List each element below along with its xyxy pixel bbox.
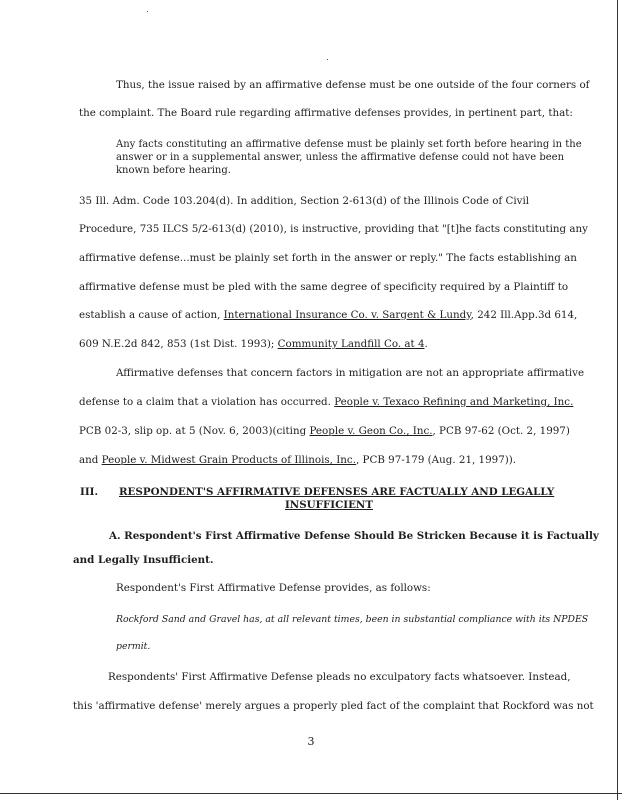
scan-speck (327, 59, 328, 60)
paragraph-line: this 'affirmative defense' merely argues a properly pled fact of the complaint that Rockford was not (73, 700, 594, 712)
paragraph-line: Thus, the issue raised by an affirmative defense must be one outside of the four corners of (116, 79, 590, 91)
section-heading: RESPONDENT'S AFFIRMATIVE DEFENSES ARE FACTUALLY AND LEGALLY (119, 486, 555, 498)
scan-border-right (617, 0, 618, 800)
case-citation: People v. Geon Co., Inc. (309, 425, 433, 437)
subsection-heading: A. Respondent's First Affirmative Defense Should Be Stricken Because it is Factually (109, 530, 599, 542)
block-quote-line: answer or in a supplemental answer, unless the affirmative defense could not have been (116, 152, 565, 163)
paragraph-line: establish a cause of action, International Insurance Co. v. Sargent & Lundy, 242 Ill.App.3d 614, (79, 309, 578, 321)
case-citation: People v. Texaco Refining and Marketing, Inc. (334, 396, 574, 408)
paragraph-line: PCB 02-3, slip op. at 5 (Nov. 6, 2003)(citing People v. Geon Co., Inc., PCB 97-62 (Oct. 2, 1997) (79, 425, 570, 437)
page-number: 3 (307, 735, 315, 748)
paragraph-line: defense to a claim that a violation has occurred. People v. Texaco Refining and Marketing, Inc. (79, 396, 574, 408)
block-quote-line: Rockford Sand and Gravel has, at all relevant times, been in substantial compliance with its NPDES (116, 614, 589, 625)
paragraph-line: affirmative defense must be pled with the same degree of specificity required by a Plaintiff to (79, 281, 569, 293)
section-number: III. (80, 486, 99, 498)
paragraph-line: and People v. Midwest Grain Products of Illinois, Inc., PCB 97-179 (Aug. 21, 1997)). (79, 454, 517, 466)
case-citation: International Insurance Co. v. Sargent & Lundy (223, 309, 471, 321)
block-quote-line: permit. (116, 641, 151, 652)
paragraph-line: 35 Ill. Adm. Code 103.204(d). In addition, Section 2-613(d) of the Illinois Code of Civil (79, 195, 530, 207)
paragraph-line: 609 N.E.2d 842, 853 (1st Dist. 1993); Community Landfill Co. at 4. (79, 338, 428, 350)
paragraph-line: Affirmative defenses that concern factors in mitigation are not an appropriate affirmative (116, 367, 585, 379)
paragraph-line: Procedure, 735 ILCS 5/2-613(d) (2010), is instructive, providing that "[t]he facts constituting any (79, 223, 588, 235)
paragraph-line: Respondent's First Affirmative Defense provides, as follows: (116, 582, 431, 594)
subsection-heading: and Legally Insufficient. (73, 554, 214, 566)
block-quote-line: known before hearing. (116, 165, 231, 176)
scan-border-bottom (0, 793, 622, 794)
section-heading: INSUFFICIENT (284, 499, 374, 511)
case-citation: People v. Midwest Grain Products of Illinois, Inc. (101, 454, 356, 466)
paragraph-line: the complaint. The Board rule regarding affirmative defenses provides, in pertinent part, that: (79, 107, 573, 119)
paragraph-line: Respondents' First Affirmative Defense pleads no exculpatory facts whatsoever. Instead, (108, 671, 571, 683)
paragraph-line: affirmative defense...must be plainly set forth in the answer or reply." The facts establishing an (79, 252, 577, 264)
block-quote-line: Any facts constituting an affirmative defense must be plainly set forth before hearing in the (116, 139, 582, 150)
case-citation: Community Landfill Co. at 4 (277, 338, 425, 350)
scan-speck (147, 11, 148, 12)
